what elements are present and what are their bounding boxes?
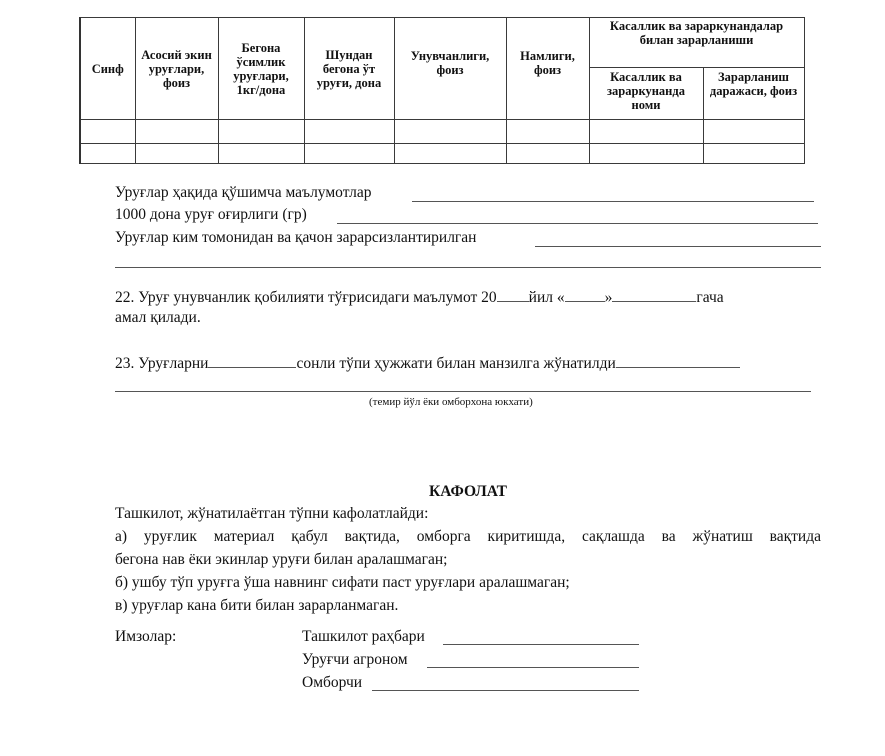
document-number-blank[interactable]: [208, 353, 296, 368]
table-row: [80, 144, 804, 164]
cell[interactable]: [703, 144, 804, 164]
item-22-line2: амал қилади.: [115, 309, 201, 326]
disinfected-by-blank[interactable]: [535, 232, 821, 247]
header-damage-degree: Зарарланиш даражаси, фоиз: [703, 68, 804, 120]
waybill-caption: (темир йўл ёки омборхона юкхати): [369, 396, 533, 408]
month-blank[interactable]: [612, 287, 696, 302]
item-23-sent-label: сонли тўпи ҳужжати билан манзилга жўнатилди: [296, 355, 616, 372]
header-germination: Унувчанлиги, фоиз: [394, 18, 506, 120]
item-23-line1: [115, 353, 740, 373]
guarantee-item-c: в) уруғлар кана бити билан зарарланмаган.: [115, 597, 399, 614]
additional-info-blank[interactable]: [412, 187, 814, 202]
signatures-label: Имзолар:: [115, 628, 177, 645]
guarantee-item-a-line2: бегона нав ёки экинлар уруғи билан аралашмаган;: [115, 551, 448, 568]
cell[interactable]: [218, 144, 304, 164]
guarantee-item-a-line1: а) уруғлик материал қабул вақтида, омборга киритишда, сақлашда ва жўнатиш вақтида: [115, 528, 821, 545]
cell[interactable]: [703, 120, 804, 144]
header-class: Синф: [80, 18, 135, 120]
signature-agronomist-label: Уруғчи агроном: [302, 651, 408, 668]
header-moisture: Намлиги, фоиз: [506, 18, 589, 120]
cell[interactable]: [80, 120, 135, 144]
day-blank[interactable]: [565, 287, 605, 302]
header-disease-group: Касаллик ва зараркунандалар билан зарарланиши: [589, 18, 804, 68]
signature-storekeeper-blank[interactable]: [372, 676, 639, 691]
cell[interactable]: [80, 144, 135, 164]
header-of-which-weed: Шундан бегона ўт уруғи, дона: [304, 18, 394, 120]
signature-head-blank[interactable]: [443, 630, 639, 645]
cell[interactable]: [218, 120, 304, 144]
thousand-weight-blank[interactable]: [337, 209, 818, 224]
item-22-until: гача: [696, 289, 724, 306]
year-blank[interactable]: [497, 287, 529, 302]
header-disease-name: Касаллик ва зараркунанда номи: [589, 68, 703, 120]
signature-head-label: Ташкилот раҳбари: [302, 628, 425, 645]
disinfected-by-row: [115, 229, 476, 247]
guarantee-intro: Ташкилот, жўнатилаётган тўпни кафолатлайди:: [115, 505, 429, 522]
cell[interactable]: [304, 144, 394, 164]
seed-quality-table: [79, 17, 805, 164]
cell[interactable]: [394, 120, 506, 144]
destination-blank[interactable]: [616, 353, 740, 368]
item-23-text: 23. Уруғларни: [115, 355, 209, 372]
cell[interactable]: [506, 144, 589, 164]
disinfected-by-blank-2[interactable]: [115, 253, 821, 268]
thousand-weight-row: [115, 206, 307, 224]
table-row: [80, 120, 804, 144]
item-22-line1: [115, 287, 724, 307]
guarantee-title: КАФОЛАТ: [429, 483, 507, 500]
cell[interactable]: [589, 120, 703, 144]
cell[interactable]: [506, 120, 589, 144]
disinfected-by-label: Уруғлар ким томонидан ва қачон зарарсизлантирилган: [115, 229, 477, 246]
cell[interactable]: [135, 144, 218, 164]
cell[interactable]: [135, 120, 218, 144]
cell[interactable]: [589, 144, 703, 164]
header-main-crop-seeds: Асосий экин уруғлари, фоиз: [135, 18, 218, 120]
additional-info-row: [115, 184, 371, 202]
cell[interactable]: [304, 120, 394, 144]
signature-storekeeper-label: Омборчи: [302, 674, 363, 691]
waybill-blank[interactable]: [115, 377, 811, 392]
thousand-weight-label: 1000 дона уруғ оғирлиги (гр): [115, 206, 307, 223]
item-22-year-label: йил «: [528, 289, 565, 306]
guarantee-item-b: б) ушбу тўп уруғга ўша навнинг сифати паст уруғлари аралашмаган;: [115, 574, 570, 591]
item-22-text: 22. Уруғ унувчанлик қобилияти тўғрисидаги маълумот 20: [115, 289, 497, 306]
signature-agronomist-blank[interactable]: [427, 653, 639, 668]
cell[interactable]: [394, 144, 506, 164]
item-22-quote: »: [604, 289, 613, 306]
header-weed-seeds: Бегона ўсимлик уруғлари, 1кг/дона: [218, 18, 304, 120]
additional-info-label: Уруғлар ҳақида қўшимча маълумотлар: [115, 184, 372, 201]
